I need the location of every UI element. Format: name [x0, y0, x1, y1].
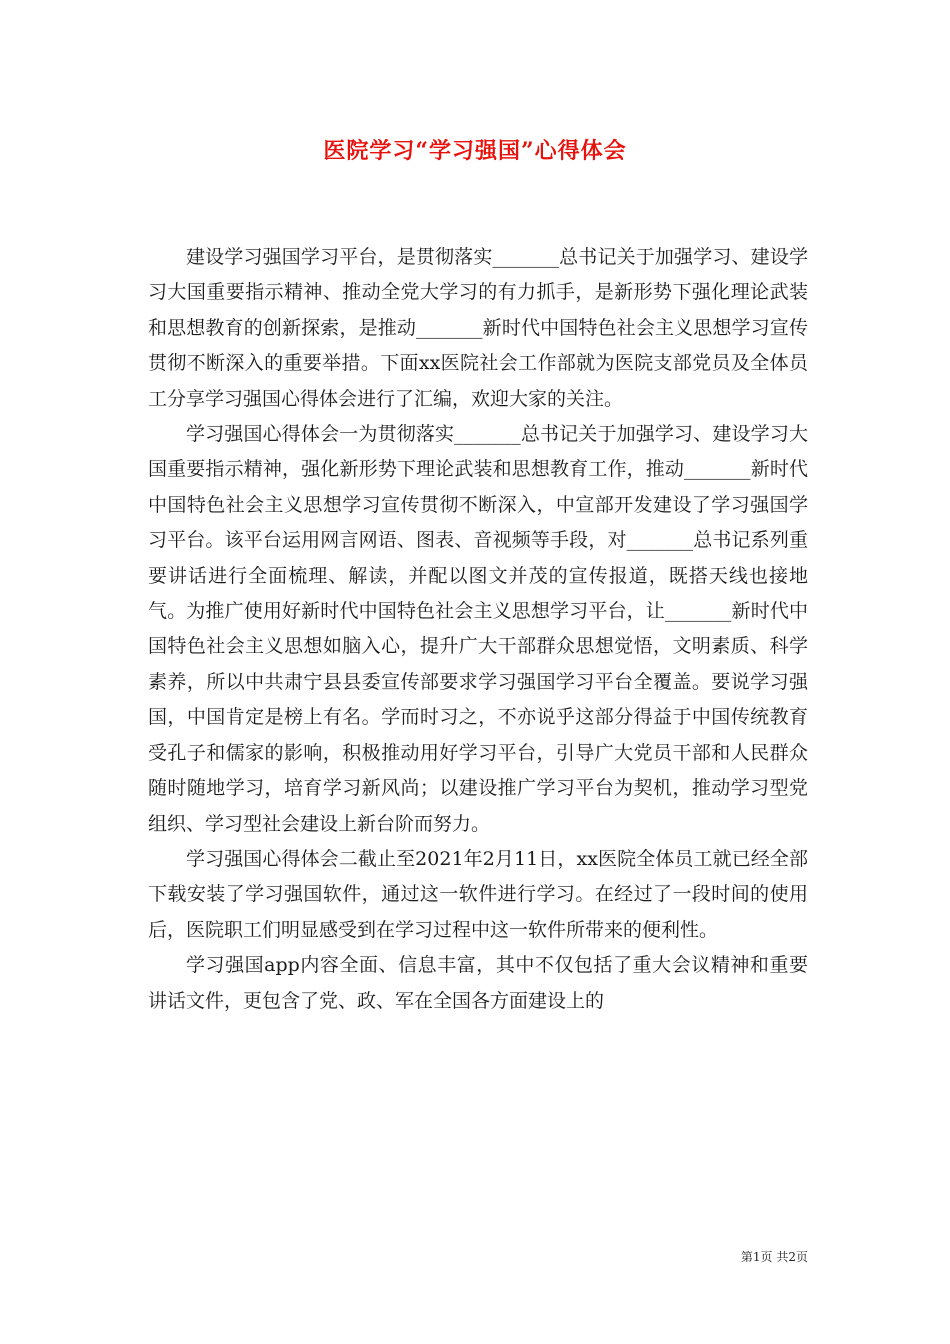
page-number: 第1页 共2页 [740, 1250, 808, 1264]
paragraph-experience-2: 学习强国心得体会二截止至2021年2月11日，xx医院全体员工就已经全部下载安装了学习强国软件，通过这一软件进行学习。在经过了一段时间的使用后，医院职工们明显感受到在学习过程中这一软件所带来的便利性。 [148, 847, 808, 941]
paragraph-intro: 建设学习强国学习平台，是贯彻落实_______总书记关于加强学习、建设学习大国重要指示精神、推动全党大学习的有力抓手，是新形势下强化理论武装和思想教育的创新探索，是推动_______新时代中国特色社会主义思想学习宣传贯彻不断深入的重要举措。下面xx医院社会工作部就为医院支部党员及全体员工分享学习强国心得体会进行了汇编，欢迎大家的关注。 [148, 246, 808, 410]
document-body [148, 240, 808, 1019]
document-title: 医院学习“学习强国”心得体会 [323, 138, 627, 164]
paragraph-app-content: 学习强国app内容全面、信息丰富，其中不仅包括了重大会议精神和重要讲话文件，更包含了党、政、军在全国各方面建设上的 [148, 954, 808, 1012]
paragraph-experience-1: 学习强国心得体会一为贯彻落实_______总书记关于加强学习、建设学习大国重要指示精神，强化新形势下理论武装和思想教育工作，推动_______新时代中国特色社会主义思想学习宣传贯彻不断深入，中宣部开发建设了学习强国学习平台。该平台运用网言网语、图表、音视频等手段，对_______总书记系列重要讲话进行全面梳理、解读，并配以图文并茂的宣传报道，既搭天线也接地气。为推广使用好新时代中国特色社会主义思想学习平台，让_______新时代中国特色社会主义思想如脑入心，提升广大干部群众思想觉悟，文明素质、科学素养，所以中共肃宁县县委宣传部要求学习强国学习平台全覆盖。要说学习强国，中国肯定是榜上有名。学而时习之，不亦说乎这部分得益于中国传统教育受孔子和儒家的影响，积极推动用好学习平台，引导广大党员干部和人民群众随时随地学习，培育学习新风尚；以建设推广学习平台为契机，推动学习型党组织、学习型社会建设上新台阶而努力。 [148, 423, 808, 835]
